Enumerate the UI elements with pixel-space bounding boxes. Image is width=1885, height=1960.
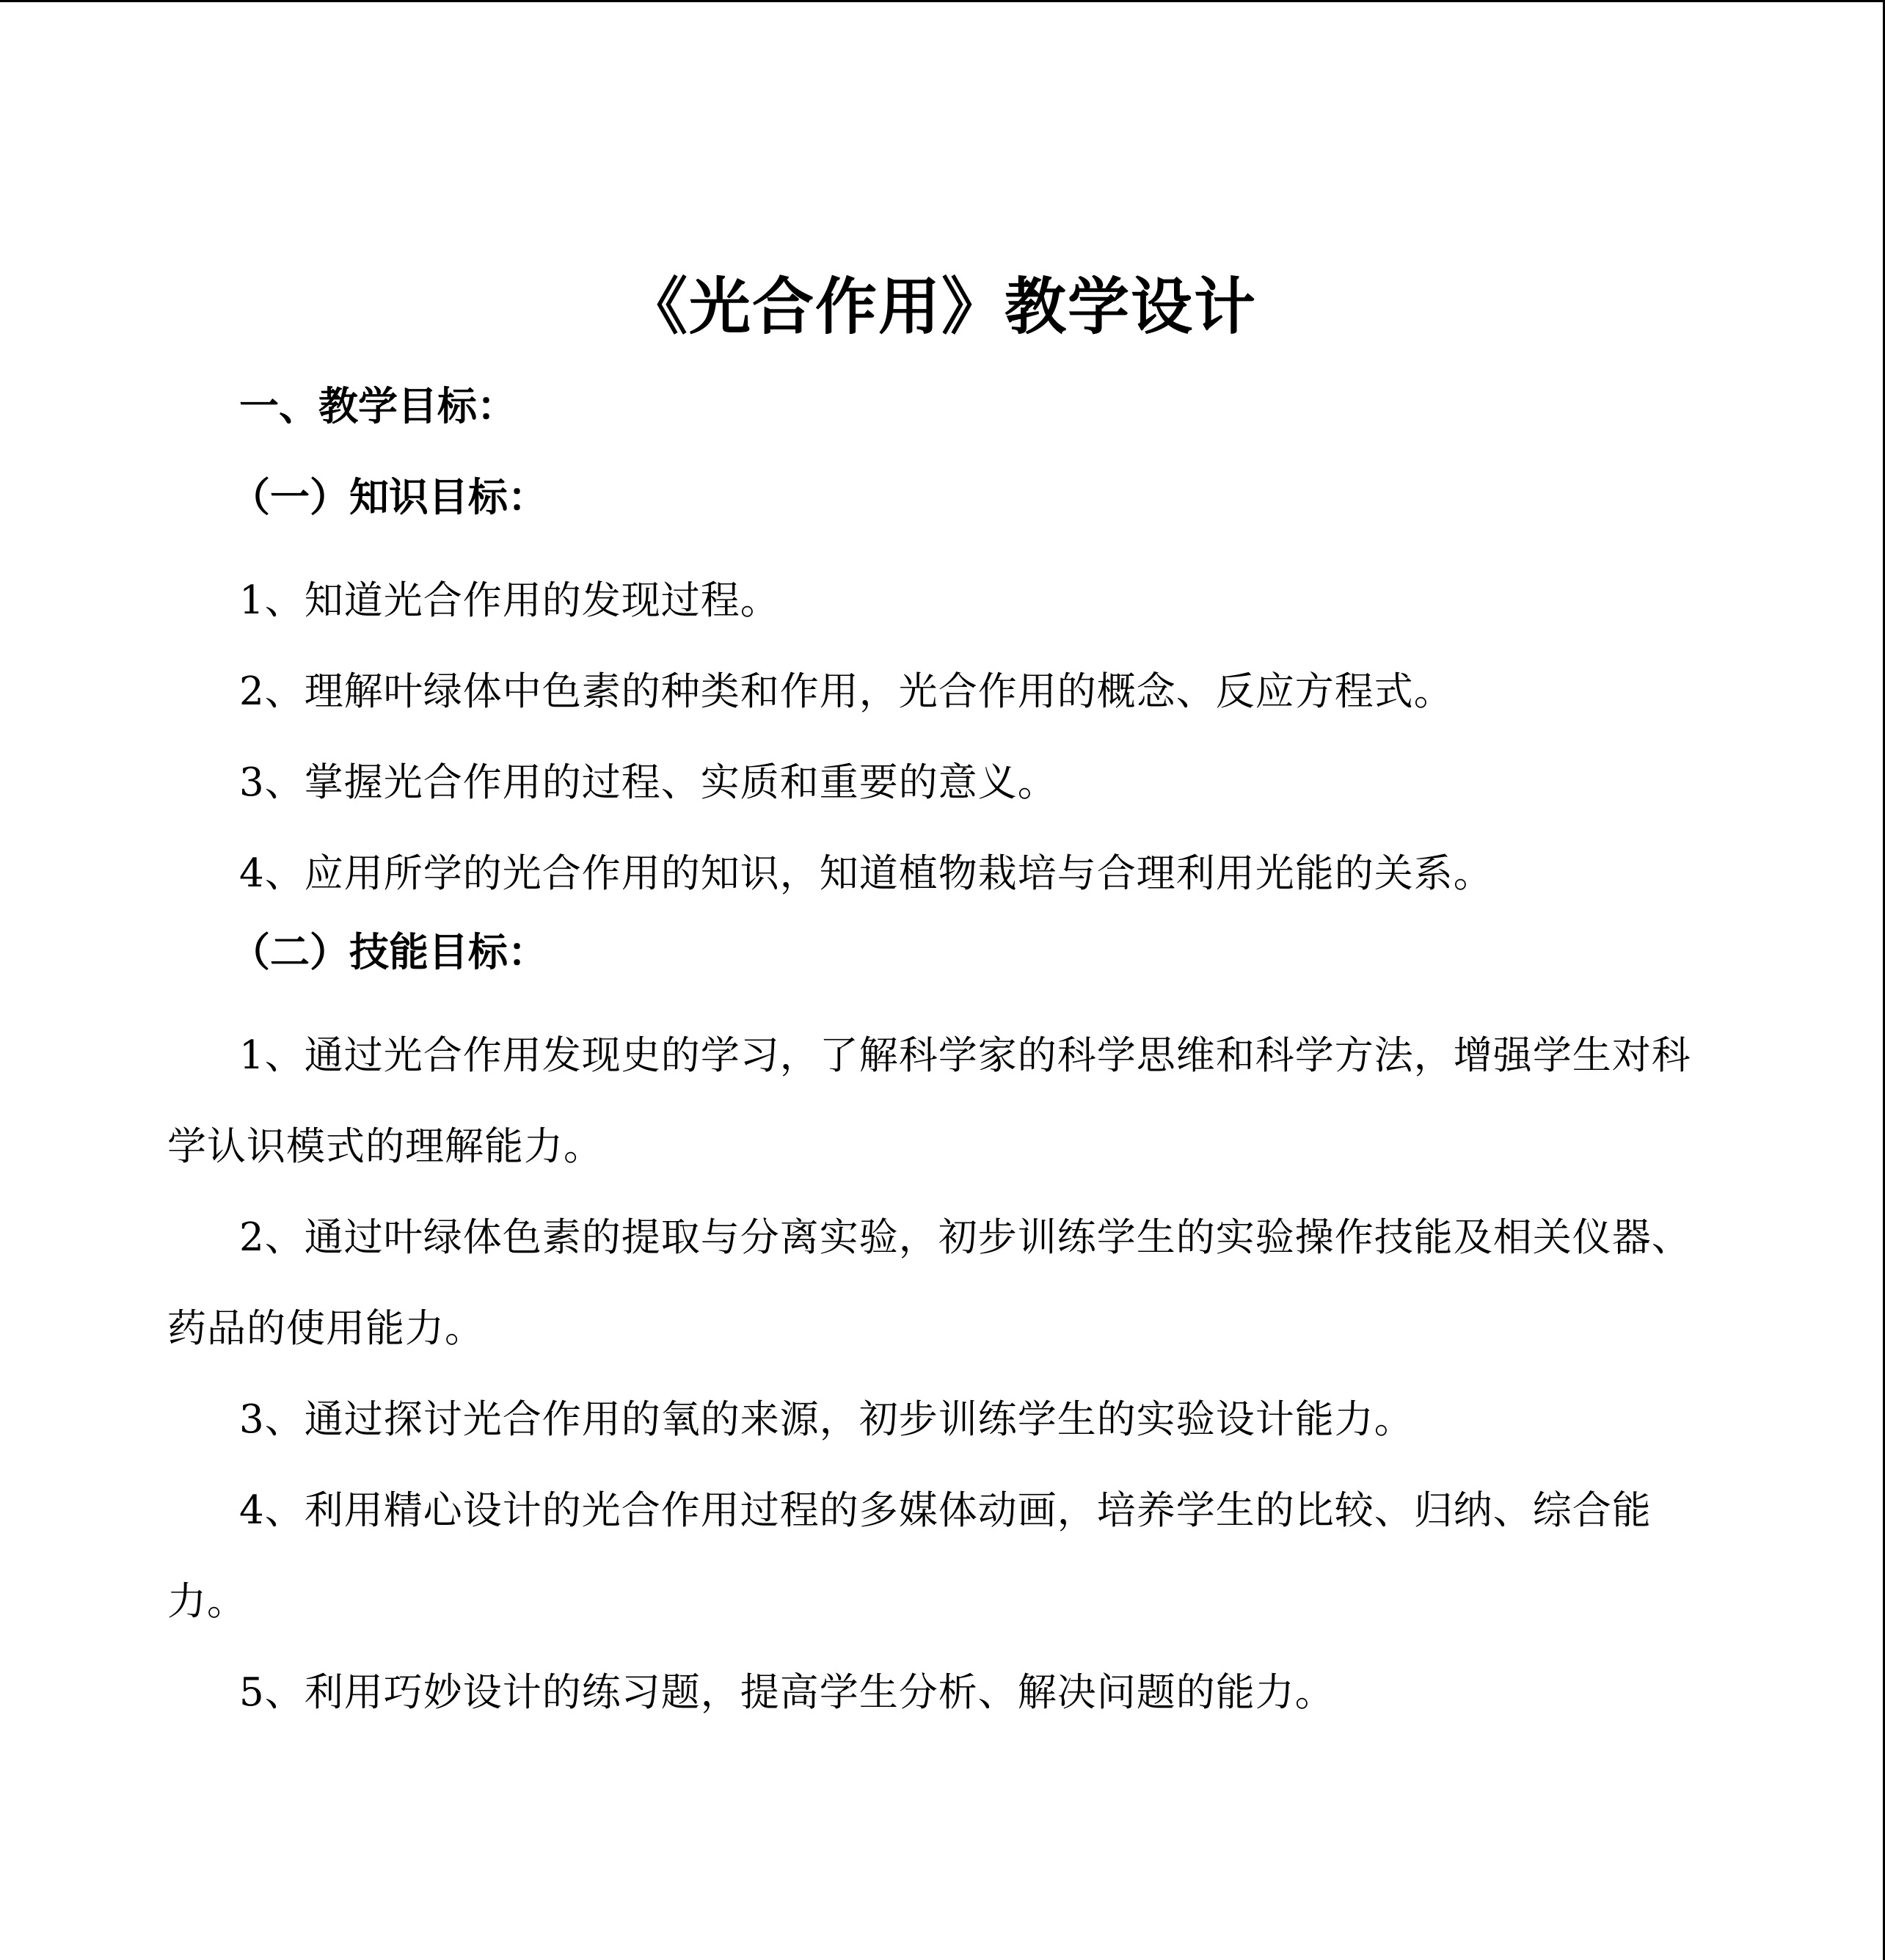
- subsection-heading-skill-goals: （二）技能目标：: [230, 929, 547, 975]
- skill-item-2: 2、通过叶绿体色素的提取与分离实验，初步训练学生的实验操作技能及相关仪器、药品的使用能力。: [167, 1215, 1691, 1351]
- document-title: 《光合作用》教学设计: [625, 271, 1257, 343]
- knowledge-item-2: 2、理解叶绿体中色素的种类和作用，光合作用的概念、反应方程式。: [239, 669, 1454, 714]
- skill-item-4: 4、利用精心设计的光合作用过程的多媒体动画，培养学生的比较、归纳、综合能力。: [167, 1488, 1652, 1624]
- section-heading-teaching-goals: 一、教学目标：: [239, 383, 517, 429]
- subsection-heading-knowledge-goals: （一）知识目标：: [230, 474, 547, 520]
- skill-item-3: 3、通过探讨光合作用的氧的来源，初步训练学生的实验设计能力。: [239, 1397, 1414, 1442]
- document-body: [167, 266, 1716, 1738]
- skill-item-5: 5、利用巧妙设计的练习题，提高学生分析、解决问题的能力。: [239, 1670, 1335, 1715]
- knowledge-item-3: 3、掌握光合作用的过程、实质和重要的意义。: [239, 760, 1057, 805]
- skill-item-1: 1、通过光合作用发现史的学习，了解科学家的科学思维和科学方法，增强学生对科学认识模式的理解能力。: [167, 1033, 1691, 1169]
- knowledge-item-1: 1、知道光合作用的发现过程。: [239, 578, 780, 623]
- knowledge-item-4: 4、应用所学的光合作用的知识，知道植物栽培与合理利用光能的关系。: [239, 851, 1493, 896]
